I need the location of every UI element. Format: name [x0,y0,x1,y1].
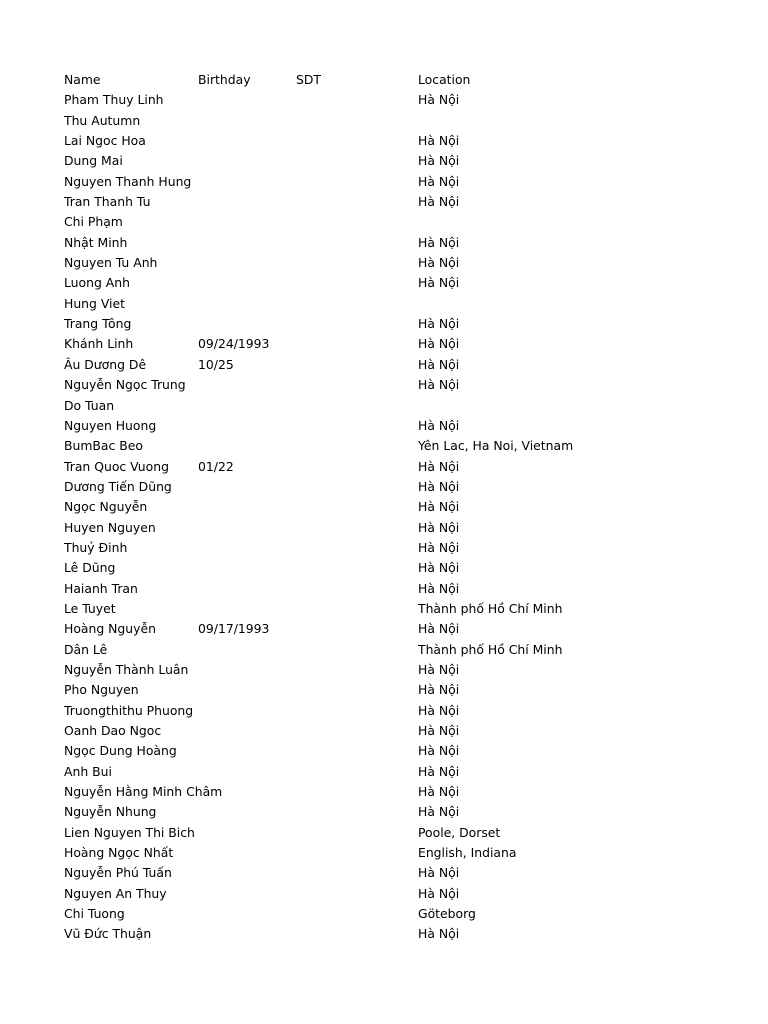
location-cell: Hà Nội [418,763,460,779]
name-cell: Pho Nguyen [64,682,139,698]
table-row [0,334,768,354]
location-cell: Hà Nội [418,723,460,738]
table-row [0,151,768,171]
name-cell: Truongthithu Phuong [64,702,194,718]
name-cell: Chi Tuong [64,906,125,922]
name-cell: Luong Anh [64,275,130,291]
table-row [0,782,768,802]
location-cell: Hà Nội [418,743,460,759]
table-row [0,701,768,721]
location-cell: Hà Nội [418,92,460,108]
location-cell: Hà Nội [418,234,460,250]
table-row [0,721,768,741]
table-row [0,436,768,456]
birthday-cell: 09/24/1993 [198,336,270,352]
location-cell: Hà Nội [418,133,460,149]
name-cell: Do Tuan [64,397,115,413]
name-cell: Âu Dương Dê [64,356,147,372]
location-cell: Hà Nội [418,417,460,433]
table-row [0,518,768,538]
birthday-cell: 10/25 [198,356,234,372]
birthday-cell: 09/17/1993 [198,621,270,637]
name-cell: Lê Dũng [64,560,116,576]
table-row [0,680,768,700]
table-row [0,884,768,904]
table-body [0,90,768,944]
column-header-sdt: SDT [296,72,321,87]
table-row [0,843,768,863]
table-row [0,212,768,232]
name-cell: Dương Tiến Dũng [64,478,172,494]
table-row [0,355,768,375]
table-row [0,579,768,599]
location-cell: Hà Nội [418,336,460,352]
location-cell: Hà Nội [418,580,460,596]
table-row [0,192,768,212]
table-row [0,904,768,924]
name-cell: Le Tuyet [64,600,116,616]
table-row [0,396,768,416]
name-cell: Oanh Dao Ngoc [64,723,162,738]
location-cell: Hà Nội [418,377,460,393]
table-header-row [0,70,768,90]
location-cell: Yên Lac, Ha Noi, Vietnam [418,438,574,454]
name-cell: Tran Thanh Tu [64,194,151,210]
location-cell: Thành phố Hồ Chí Minh [418,641,563,657]
name-cell: Trang Tông [64,316,132,332]
location-cell: Hà Nội [418,194,460,210]
name-cell: Nguyen Thanh Hung [64,173,192,189]
location-cell: Hà Nội [418,499,460,515]
name-cell: BumBac Beo [64,438,143,454]
location-cell: Hà Nội [418,885,460,901]
location-cell: Hà Nội [418,702,460,718]
location-cell: Hà Nội [418,560,460,576]
column-header-birthday: Birthday [198,72,251,87]
name-cell: Dân Lê [64,641,108,657]
table-row [0,416,768,436]
table-row [0,660,768,680]
table-row [0,741,768,761]
table-row [0,823,768,843]
name-cell: Thuỷ Đinh [64,539,128,555]
name-cell: Haianh Tran [64,580,138,596]
table-row [0,924,768,944]
column-header-location: Location [418,72,471,87]
table-row [0,558,768,578]
location-cell: English, Indiana [418,845,517,861]
column-header-name: Name [64,72,101,87]
name-cell: Hoàng Ngọc Nhất [64,845,174,861]
table-row [0,640,768,660]
name-cell: Lai Ngoc Hoa [64,133,146,149]
table-row [0,131,768,151]
table-row [0,762,768,782]
location-cell: Thành phố Hồ Chí Minh [418,600,563,616]
name-cell: Hung Viet [64,295,125,311]
name-cell: Vũ Đức Thuận [64,926,152,942]
name-cell: Hoàng Nguyễn [64,621,156,637]
location-cell: Hà Nội [418,539,460,555]
table-row [0,172,768,192]
location-cell: Hà Nội [418,316,460,332]
name-cell: Nguyễn Phú Tuấn [64,865,172,881]
location-cell: Hà Nội [418,804,460,820]
location-cell: Hà Nội [418,682,460,698]
table-row [0,273,768,293]
name-cell: Thu Autumn [64,112,141,128]
table-row [0,233,768,253]
name-cell: Khánh Linh [64,336,134,352]
location-cell: Hà Nội [418,173,460,189]
name-cell: Nguyễn Hằng Minh Châm [64,784,223,800]
location-cell: Hà Nội [418,865,460,881]
table-row [0,497,768,517]
contact-table [0,70,768,945]
location-cell: Hà Nội [418,926,460,942]
name-cell: Nguyen An Thuy [64,885,167,901]
location-cell: Hà Nội [418,784,460,800]
location-cell: Hà Nội [418,478,460,494]
table-row [0,538,768,558]
location-cell: Göteborg [418,906,476,922]
name-cell: Nhật Minh [64,234,128,250]
birthday-cell: 01/22 [198,458,234,474]
table-row [0,477,768,497]
location-cell: Hà Nội [418,661,460,677]
location-cell: Poole, Dorset [418,824,501,840]
table-row [0,111,768,131]
name-cell: Nguyen Huong [64,417,157,433]
name-cell: Ngọc Dung Hoàng [64,743,177,759]
location-cell: Hà Nội [418,153,460,169]
location-cell: Hà Nội [418,275,460,291]
name-cell: Nguyễn Ngọc Trung [64,377,186,393]
name-cell: Ngọc Nguyễn [64,499,148,515]
name-cell: Nguyễn Thành Luân [64,661,189,677]
name-cell: Pham Thuy Linh [64,92,164,108]
table-row [0,294,768,314]
table-row [0,863,768,883]
location-cell: Hà Nội [418,356,460,372]
table-row [0,375,768,395]
name-cell: Anh Bui [64,763,112,779]
location-cell: Hà Nội [418,519,460,535]
table-row [0,314,768,334]
table-row [0,619,768,639]
name-cell: Nguyen Tu Anh [64,255,158,271]
name-cell: Dung Mai [64,153,123,169]
table-row [0,802,768,822]
location-cell: Hà Nội [418,255,460,271]
location-cell: Hà Nội [418,621,460,637]
name-cell: Tran Quoc Vuong [64,458,169,474]
location-cell: Hà Nội [418,458,460,474]
name-cell: Huyen Nguyen [64,519,156,535]
name-cell: Lien Nguyen Thi Bich [64,824,195,840]
table-row [0,457,768,477]
table-row [0,599,768,619]
name-cell: Nguyễn Nhung [64,804,157,820]
table-row [0,90,768,110]
name-cell: Chi Phạm [64,214,123,230]
table-row [0,253,768,273]
